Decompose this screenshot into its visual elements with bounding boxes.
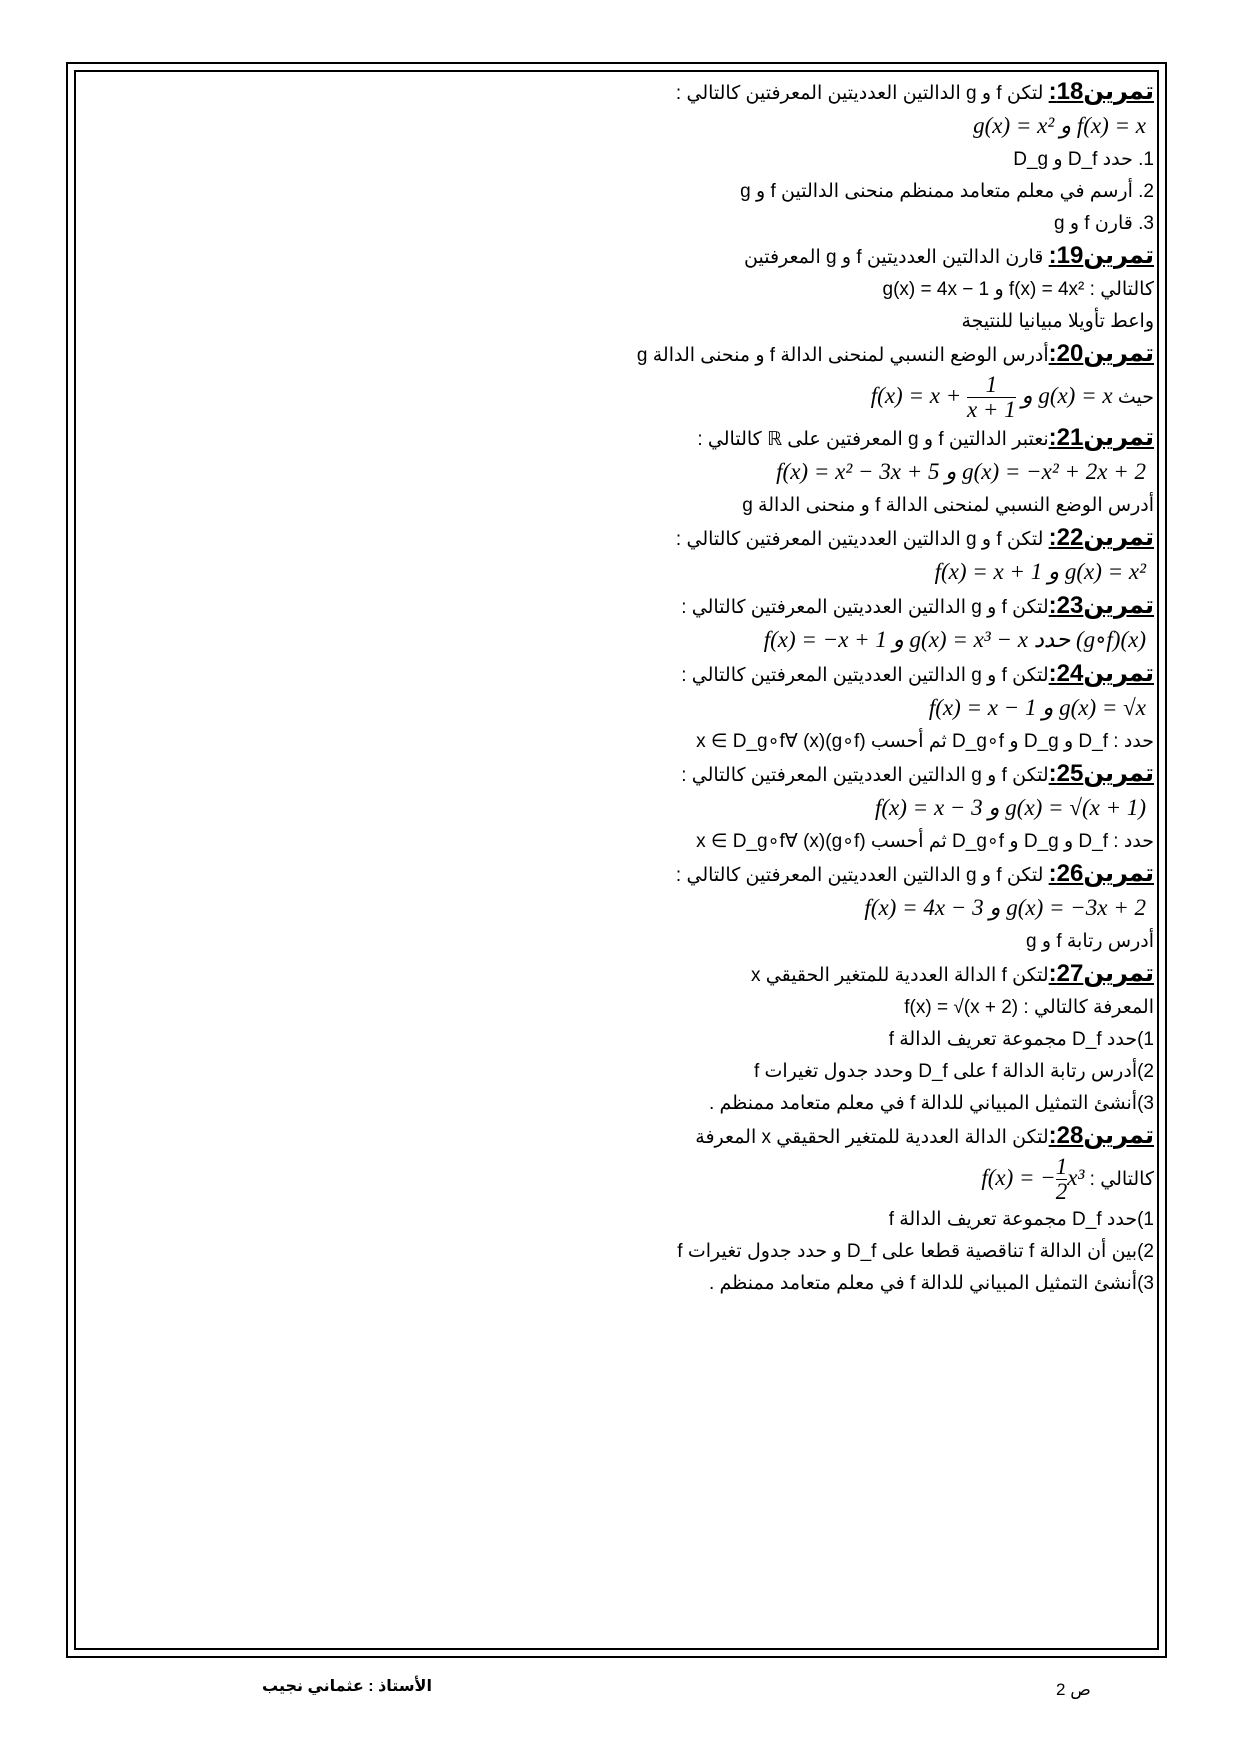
line-text: أدرس الوضع النسبي لمنحنى الدالة f و منحنى الدالة g <box>742 495 1154 517</box>
text-line <box>90 926 1154 958</box>
exercise-heading <box>90 858 1154 892</box>
exercise-number: 19: <box>1048 242 1084 269</box>
text-line <box>90 176 1154 208</box>
exercise-statement: لتكن f الدالة العددية للمتغير الحقيقي x <box>750 965 1049 987</box>
exercise-title: تمرين <box>1083 760 1154 788</box>
text-line <box>90 1236 1154 1268</box>
exercise-sheet <box>90 76 1154 1300</box>
formula: f(x) = x − 3 و g(x) = √(x + 1) <box>875 795 1146 821</box>
numerator: 1 <box>985 372 998 398</box>
formula-right: و g(x) = x <box>1015 383 1113 408</box>
line-text: حدد : D_f و D_g و D_g∘f ثم أحسب (g∘f)(x) ∀x ∈ D_g∘f <box>696 731 1154 753</box>
exercise-heading <box>90 658 1154 692</box>
denominator: x + 1 <box>966 397 1016 423</box>
line-text: 3)أنشئ التمثيل المبياني للدالة f في معلم متعامد ممنظم . <box>708 1273 1154 1295</box>
line-text: 3. قارن f و g <box>1053 213 1154 234</box>
text-line <box>90 1056 1154 1088</box>
line-text: حدد : D_f و D_g و D_g∘f ثم أحسب (g∘f)(x) ∀x ∈ D_g∘f <box>696 831 1154 853</box>
formula-prefix: حيث <box>1112 387 1154 408</box>
text-line <box>90 208 1154 240</box>
text-line <box>90 1024 1154 1056</box>
mixed-line <box>90 726 1154 758</box>
exercise-statement: أدرس الوضع النسبي لمنحنى الدالة f و منحنى الدالة g <box>636 345 1049 366</box>
text-line <box>90 306 1154 338</box>
exercise-statement: قارن الدالتين العدديتين f و g المعرفتين <box>744 247 1049 268</box>
exercise-statement: لتكن f و g الدالتين العدديتين المعرفتين كالتالي : <box>675 529 1049 551</box>
exercise-title: تمرين <box>1083 1122 1154 1150</box>
exercise-number: 28: <box>1048 1122 1084 1150</box>
exercise-number: 25: <box>1048 760 1084 788</box>
text-line <box>90 1088 1154 1120</box>
formula <box>870 372 1113 423</box>
line-text: 2. أرسم في معلم متعامد ممنظم منحنى الدالتين f و g <box>740 181 1154 202</box>
line-text: كالتالي : f(x) = 4x² و g(x) = 4x − 1 <box>882 279 1154 300</box>
line-text: 3)أنشئ التمثيل المبياني للدالة f في معلم متعامد ممنظم . <box>708 1093 1154 1115</box>
text-line <box>90 1204 1154 1236</box>
formula: f(x) = x² − 3x + 5 و g(x) = −x² + 2x + 2 <box>776 459 1146 485</box>
exercise-statement: لتكن f و g الدالتين العدديتين المعرفتين كالتالي : <box>675 83 1049 104</box>
exercise-heading <box>90 590 1154 624</box>
exercise-title: تمرين <box>1083 592 1154 620</box>
exercise-heading <box>90 758 1154 792</box>
denominator: 2 <box>1055 1179 1068 1205</box>
fraction <box>1056 1155 1068 1204</box>
mixed-line <box>90 826 1154 858</box>
exercise-title: تمرين <box>1083 242 1154 269</box>
numerator: 1 <box>1055 1154 1068 1180</box>
exercise-number: 22: <box>1048 524 1084 552</box>
exercise-title: تمرين <box>1083 424 1154 452</box>
exercise-title: تمرين <box>1083 960 1154 988</box>
formula-line <box>90 624 1154 658</box>
exercise-number: 24: <box>1048 660 1084 688</box>
exercise-title: تمرين <box>1083 860 1154 888</box>
line-text: 1)حدد D_f مجموعة تعريف الدالة f <box>888 1209 1154 1231</box>
exercise-statement: نعتبر الدالتين f و g المعرفتين على ℝ كالتالي : <box>697 429 1049 451</box>
formula: f(x) = −x + 1 و g(x) = x³ − x حدد (g∘f)(x) <box>763 627 1146 653</box>
formula-line <box>90 110 1154 144</box>
formula-line <box>90 456 1154 490</box>
fraction-formula-line <box>90 372 1154 422</box>
fraction-formula-line <box>90 1154 1154 1204</box>
mixed-line <box>90 274 1154 306</box>
exercise-heading <box>90 1120 1154 1154</box>
fraction <box>967 373 1016 422</box>
line-text: 1)حدد D_f مجموعة تعريف الدالة f <box>888 1029 1154 1051</box>
exercise-title: تمرين <box>1083 78 1154 105</box>
exercise-statement: لتكن f و g الدالتين العدديتين المعرفتين كالتالي : <box>681 597 1049 619</box>
mixed-line <box>90 992 1154 1024</box>
exercise-number: 21: <box>1048 424 1084 452</box>
line-text: واعط تأويلا مبيانيا للنتيجة <box>961 311 1154 332</box>
formula: f(x) = x + 1 و g(x) = x² <box>934 559 1146 585</box>
formula-right: x³ <box>1067 1165 1085 1191</box>
text-line <box>90 144 1154 176</box>
exercise-number: 23: <box>1048 592 1084 620</box>
exercise-heading <box>90 522 1154 556</box>
page-number: ص 2 <box>1056 1680 1091 1699</box>
formula-prefix: كالتالي : <box>1084 1169 1154 1191</box>
formula-line <box>90 792 1154 826</box>
exercise-statement: لتكن الدالة العددية للمتغير الحقيقي x المعرفة <box>695 1127 1049 1149</box>
exercise-title: تمرين <box>1083 524 1154 552</box>
exercise-number: 27: <box>1048 960 1084 988</box>
exercise-statement: لتكن f و g الدالتين العدديتين المعرفتين كالتالي : <box>681 765 1049 787</box>
formula: f(x) = x − 1 و g(x) = √x <box>928 695 1146 721</box>
formula: f(x) = 4x − 3 و g(x) = −3x + 2 <box>864 895 1146 921</box>
line-text: 2)بين أن الدالة f تناقصية قطعا على D_f و حدد جدول تغيرات f <box>677 1241 1154 1263</box>
formula-line <box>90 556 1154 590</box>
line-text: 1. حدد D_f و D_g <box>1013 149 1154 170</box>
line-text: أدرس رتابة f و g <box>1026 931 1154 953</box>
exercise-heading <box>90 422 1154 456</box>
teacher-name: الأستاذ : عثماني نجيب <box>262 1678 432 1695</box>
exercise-number: 26: <box>1048 860 1084 888</box>
exercise-heading <box>90 76 1154 110</box>
text-line <box>90 490 1154 522</box>
formula-left: f(x) = x + <box>870 383 967 408</box>
exercise-number: 18: <box>1048 78 1084 105</box>
exercise-heading <box>90 240 1154 274</box>
line-text: 2)أدرس رتابة الدالة f على D_f وحدد جدول تغيرات f <box>753 1061 1154 1083</box>
exercise-statement: لتكن f و g الدالتين العدديتين المعرفتين كالتالي : <box>681 665 1049 687</box>
formula-left: f(x) = − <box>981 1165 1056 1191</box>
exercise-heading <box>90 338 1154 372</box>
exercise-title: تمرين <box>1083 340 1154 367</box>
formula <box>981 1154 1085 1205</box>
text-line <box>90 1268 1154 1300</box>
formula-line <box>90 692 1154 726</box>
exercise-heading <box>90 958 1154 992</box>
formula: g(x) = x² و f(x) = x <box>973 113 1146 138</box>
exercise-statement: لتكن f و g الدالتين العدديتين المعرفتين كالتالي : <box>675 865 1049 887</box>
formula-line <box>90 892 1154 926</box>
line-text: المعرفة كالتالي : f(x) = √(x + 2) <box>904 997 1154 1019</box>
exercise-title: تمرين <box>1083 660 1154 688</box>
exercise-number: 20: <box>1048 340 1084 367</box>
